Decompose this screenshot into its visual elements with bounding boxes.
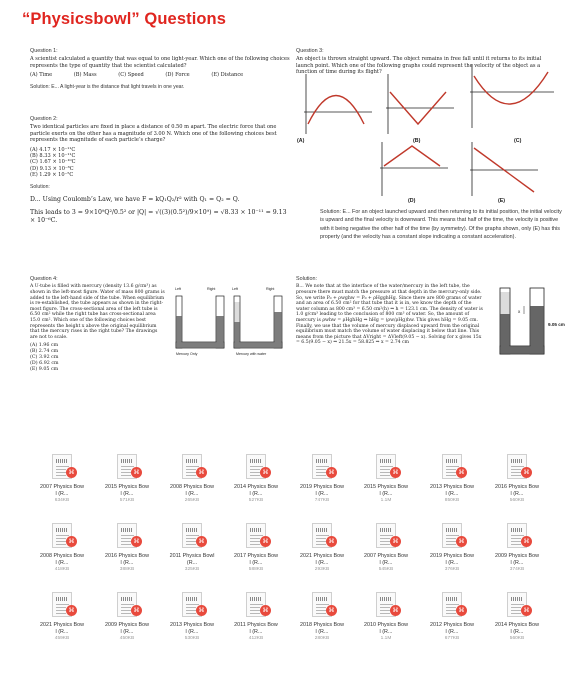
question-text: An object is thrown straight upward. The object remains in free fall until it returns to its initial launch point. Which one of the following graphs could represent the velocity of the object as a function of time during its flight? (296, 56, 542, 76)
file-name: 2007 Physics Bow (39, 484, 85, 490)
pdf-badge-icon: ⌘ (521, 467, 532, 478)
file-name-cont: l (R... (445, 629, 459, 635)
pdf-badge-icon: ⌘ (326, 536, 337, 547)
file-size: 588KB (248, 567, 264, 572)
solution-label: Solution: (30, 183, 50, 190)
file-item[interactable] (32, 454, 92, 514)
file-size: 560KB (509, 636, 525, 641)
pdf-badge-icon: ⌘ (66, 467, 77, 478)
choice: (C) 3.92 cm (30, 354, 59, 360)
file-item[interactable] (97, 592, 157, 652)
graph-e (462, 140, 542, 200)
file-name: 2008 Physics Bow (39, 553, 85, 559)
file-name: 2011 Physics Bow (234, 622, 278, 628)
pdf-badge-icon: ⌘ (66, 536, 77, 547)
pdf-badge-icon: ⌘ (260, 467, 271, 478)
file-size: 293KB (314, 567, 330, 572)
choice: (D) Force (165, 72, 190, 79)
file-item[interactable] (162, 523, 222, 583)
file-item[interactable] (226, 454, 286, 514)
pdf-badge-icon: ⌘ (456, 467, 467, 478)
file-name-cont: l (R... (249, 629, 263, 635)
file-size: 376KB (444, 567, 460, 572)
file-name: 2016 Physics Bow (104, 553, 150, 559)
file-name: 2013 Physics Bow (169, 622, 215, 628)
file-size: 850KB (444, 498, 460, 503)
file-item[interactable] (422, 523, 482, 583)
file-item[interactable] (356, 454, 416, 514)
pdf-badge-icon: ⌘ (131, 536, 142, 547)
pdf-badge-icon: ⌘ (196, 536, 207, 547)
choice: (B) 8.33 × 10⁻¹¹C (30, 153, 76, 160)
solution-line: This leads to 3 = 9×10⁹Q²/0.5² or |Q| = √((3)(0.5²)/9×10⁹) = √8.33 × 10⁻¹¹ = 9.13 × 10⁻⁶C. (30, 209, 287, 225)
graph-label: (D) (408, 198, 416, 204)
file-item[interactable] (97, 523, 157, 583)
file-name: 2019 Physics Bow (429, 553, 475, 559)
question-4 (30, 276, 166, 372)
file-size: 527KB (248, 498, 264, 503)
graph-c (462, 62, 558, 134)
graph-label: (C) (514, 138, 522, 144)
file-size: 634KB (54, 498, 70, 503)
file-size: 571KB (119, 498, 135, 503)
pdf-badge-icon: ⌘ (521, 605, 532, 616)
choice: (D) 6.92 cm (30, 360, 59, 366)
file-item[interactable] (292, 523, 352, 583)
file-name: 2013 Physics Bow (429, 484, 475, 490)
file-name-cont: l (R... (55, 560, 69, 566)
file-name: 2019 Physics Bow (299, 484, 345, 490)
graph-label: (B) (413, 138, 421, 144)
choices (30, 72, 292, 78)
file-name-cont: l (R... (445, 560, 459, 566)
pdf-badge-icon: ⌘ (260, 536, 271, 547)
pdf-badge-icon: ⌘ (196, 605, 207, 616)
question-text: A scientist calculated a quantity that was equal to one light-year. Which one of the following choices represents the type of quantity that the scientist calculated? (30, 56, 290, 69)
page-title: “Physicsbowl” Questions (22, 10, 227, 28)
graph-a (296, 72, 376, 140)
file-item[interactable] (32, 592, 92, 652)
file-name-cont: l (R... (445, 491, 459, 497)
file-size: 374KB (509, 567, 525, 572)
choice: (E) 1.29 × 10⁻⁵C (30, 172, 74, 179)
file-size: 459KB (54, 636, 70, 641)
file-size: 388KB (119, 567, 135, 572)
file-name-cont: l (R... (249, 491, 263, 497)
file-size: 412KB (248, 636, 264, 641)
file-size: 265KB (184, 498, 200, 503)
file-item[interactable] (487, 592, 547, 652)
file-name: 2008 Physics Bow (169, 484, 215, 490)
file-item[interactable] (422, 454, 482, 514)
pdf-badge-icon: ⌘ (326, 605, 337, 616)
file-name: 2007 Physics Bow (363, 553, 409, 559)
file-item[interactable] (292, 592, 352, 652)
file-size: 418KB (54, 567, 70, 572)
choice: (D) 9.13 × 10⁻⁶C (30, 165, 74, 172)
file-name: 2009 Physics Bow (104, 622, 150, 628)
choice: (B) 2.74 cm (30, 349, 59, 355)
graph-b (378, 72, 458, 140)
pdf-badge-icon: ⌘ (390, 536, 401, 547)
file-name-cont: l (R... (120, 629, 134, 635)
question-text: A U-tube is filled with mercury (density 13.6 g/cm³) as shown in the left-most figure. Water of mass 800 grams is added to the left-hand side of the tube. When equilibrium is re-established, the tube appears as shown in the right-most figure. The cross-sectional area of the left tube is 6.50 cm² while the right tube has cross-sectional area 15.0 cm². Which one of the following choices best represents the height x above the original equilibrium that the mercury rises in the right tube? The drawings are not to scale. (30, 284, 165, 340)
choice: (A) 4.17 × 10⁻¹¹C (30, 146, 76, 153)
file-name-cont: l (R... (379, 629, 393, 635)
file-name: 2016 Physics Bow (494, 484, 540, 490)
choice: (A) 1.96 cm (30, 343, 59, 349)
file-item[interactable] (292, 454, 352, 514)
file-size: 560KB (509, 498, 525, 503)
solution-label: Solution: (296, 276, 317, 282)
fig-label: Left (232, 287, 238, 291)
pdf-badge-icon: ⌘ (260, 605, 271, 616)
fig-caption: Mercury with water (236, 352, 267, 356)
graph-label: (E) (498, 198, 506, 204)
question-text: Two identical particles are fixed in place a distance of 0.50 m apart. The electric force that one particle exerts on the other has a magnitude of 3.00 N. Which one of the following choices best represents the magnitude of each particle’s charge? (30, 124, 277, 144)
choice: (B) Mass (73, 72, 97, 79)
file-name: 2010 Physics Bow (363, 622, 409, 628)
side-label-h: 9.05 cm (548, 322, 565, 327)
file-name-cont: l (R... (55, 629, 69, 635)
question-label: Question 1: (30, 48, 58, 54)
file-item[interactable] (356, 592, 416, 652)
file-size: 747KB (314, 498, 330, 503)
pdf-badge-icon: ⌘ (326, 467, 337, 478)
file-item[interactable] (32, 523, 92, 583)
pdf-badge-icon: ⌘ (456, 536, 467, 547)
file-name: 2009 Physics Bow (494, 553, 540, 559)
question-1 (30, 48, 292, 90)
file-size: 1.1M (380, 498, 392, 503)
question-label: Question 3: (296, 48, 324, 54)
file-name-cont: l (R... (315, 560, 329, 566)
question-4-solution (296, 276, 486, 346)
solution-text: B... We note that at the interface of the water/mercury in the left tube, the pressure there must match the pressure at that depth in the mercury-only side. So, we write P₀ + ρwghw = P₀ + ρHgghHg. Since there are 800 grams of water and an area of 6.50 cm² for that tube that it is in, we know the depth of the water column as 800 cm³ = 6.50 cm²(h) ⇒ h = 123.1 cm. The density of water is 1.0 g/cm³ leading to the conclusion of 800 cm³ of water. So, the amount of mercury is ρwhw = ρHghHg ⇒ hHg = (ρw/ρHg)hw. This gives hHg = 9.05 cm. Finally, we use that the volume of mercury displaced upward from the original equilibrium must match the volume of water displacing it below that line. This means from the picture that ΔVright = ΔVleft(9.05 − x). Solving for x gives 15x = 6.5(9.05 − x) ⇒ 21.5x = 58.825 ⇒ x = 2.74 cm (296, 284, 483, 346)
file-name-cont: l (R... (315, 491, 329, 497)
file-name-cont: l (R... (379, 491, 393, 497)
pdf-badge-icon: ⌘ (131, 605, 142, 616)
file-item[interactable] (97, 454, 157, 514)
file-name-cont: l (R... (249, 560, 263, 566)
file-size: 280KB (314, 636, 330, 641)
choice: (C) 1.67 × 10⁻¹⁰C (30, 159, 76, 166)
pdf-badge-icon: ⌘ (66, 605, 77, 616)
file-size: 677KB (444, 636, 460, 641)
fig-label: Right (266, 287, 275, 291)
solution: Solution: E... A light-year is the distance that light travels in one year. (30, 83, 185, 90)
file-name-cont: l (R... (315, 629, 329, 635)
file-item[interactable] (162, 592, 222, 652)
file-name: 2012 Physics Bow (429, 622, 475, 628)
graph-d (372, 140, 452, 200)
pdf-badge-icon: ⌘ (196, 467, 207, 478)
file-item[interactable] (226, 523, 286, 583)
u-tube-solution-figure (494, 282, 554, 362)
file-item[interactable] (487, 454, 547, 514)
solution: Solution: E... For an object launched upward and then returning to its initial position, the initial velocity is upward and the final velocity is downward. This means that half of the time, the velocity is positive with it being negative the other half of the time (by symmetry). Of the graphs shown, only (E) has this property (and the velocity has a constant slope indicating a constant acceleration). (320, 209, 562, 241)
file-name-cont: l (R... (55, 491, 69, 497)
file-item[interactable] (487, 523, 547, 583)
file-name-cont: l (R... (185, 629, 199, 635)
file-name-cont: (R... (186, 560, 198, 566)
file-name: 2021 Physics Bow (299, 553, 345, 559)
file-name: 2017 Physics Bow (233, 553, 279, 559)
file-name: 2011 Physics Bowl (169, 553, 215, 559)
choice: (A) Time (30, 72, 53, 79)
file-name-cont: l (R... (510, 560, 524, 566)
file-name: 2021 Physics Bow (39, 622, 85, 628)
pdf-badge-icon: ⌘ (390, 605, 401, 616)
pdf-badge-icon: ⌘ (521, 536, 532, 547)
question-2 (30, 116, 292, 225)
file-name-cont: l (R... (120, 491, 134, 497)
pdf-badge-icon: ⌘ (390, 467, 401, 478)
file-name: 2015 Physics Bow (363, 484, 409, 490)
pdf-badge-icon: ⌘ (456, 605, 467, 616)
solution-line: D... Using Coulomb’s Law, we have F = kQ₁Q₂/r² with Q₁ = Q₂ = Q. (30, 196, 240, 204)
graph-label: (A) (297, 138, 305, 144)
choices (30, 147, 292, 179)
file-size: 545KB (378, 567, 394, 572)
file-name: 2015 Physics Bow (104, 484, 150, 490)
choices (30, 343, 166, 372)
choice: (E) 9.05 cm (30, 366, 59, 372)
fig-label: Left (175, 287, 181, 291)
file-name: 2014 Physics Bow (494, 622, 540, 628)
file-name-cont: l (R... (185, 491, 199, 497)
file-size: 450KB (119, 636, 135, 641)
file-item[interactable] (162, 454, 222, 514)
file-name-cont: l (R... (120, 560, 134, 566)
file-name-cont: l (R... (379, 560, 393, 566)
file-item[interactable] (226, 592, 286, 652)
file-size: 1.1M (380, 636, 392, 641)
file-item[interactable] (422, 592, 482, 652)
file-size: 530KB (184, 636, 200, 641)
fig-label: Right (207, 287, 216, 291)
side-label-x: x (518, 309, 521, 314)
pdf-badge-icon: ⌘ (131, 467, 142, 478)
question-label: Question 4: (30, 276, 58, 282)
choice: (C) Speed (118, 72, 144, 79)
file-size: 325KB (184, 567, 200, 572)
file-name-cont: l (R... (510, 491, 524, 497)
choice: (E) Distance (211, 72, 244, 79)
fig-caption: Mercury Only (176, 352, 198, 356)
file-item[interactable] (356, 523, 416, 583)
file-name: 2018 Physics Bow (299, 622, 345, 628)
question-label: Question 2: (30, 116, 58, 122)
file-name-cont: l (R... (510, 629, 524, 635)
file-name: 2014 Physics Bow (233, 484, 279, 490)
